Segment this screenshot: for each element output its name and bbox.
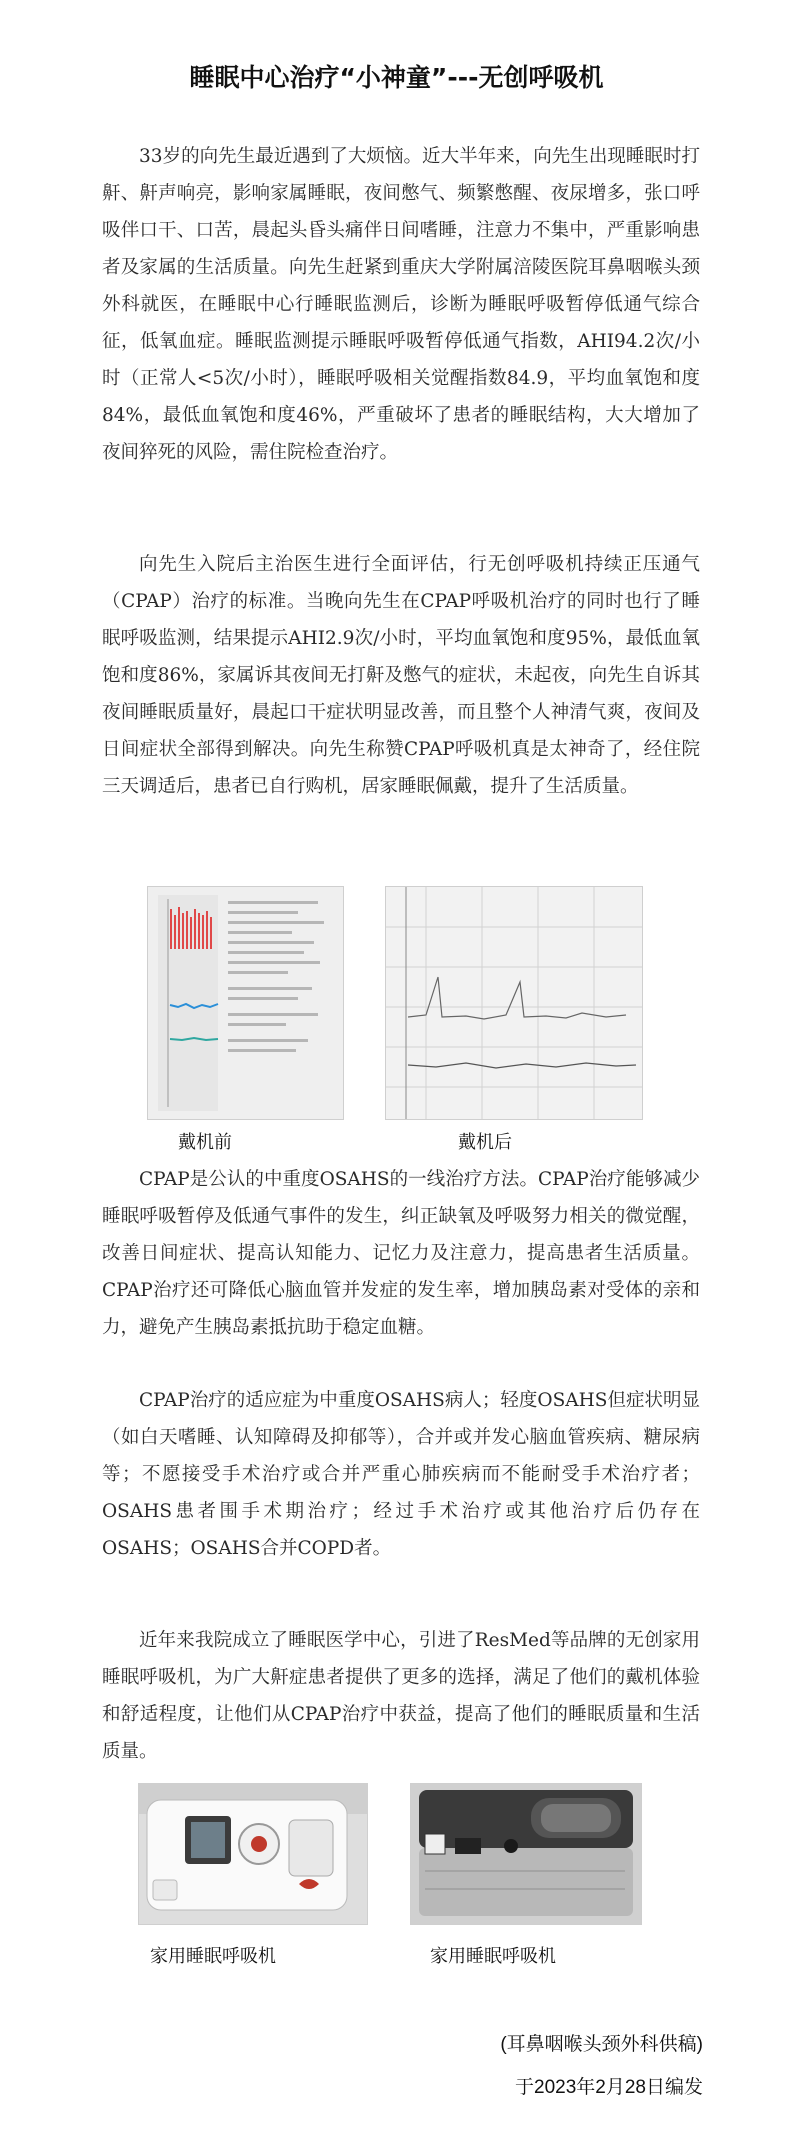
cpap-device-image-1: [138, 1783, 368, 1925]
paragraph-1: 33岁的向先生最近遇到了大烦恼。近大半年来，向先生出现睡眠时打鼾、鼾声响亮，影响家属睡眠，夜间憋气、频繁憋醒、夜尿增多，张口呼吸伴口干、口苦，晨起头昏头痛伴日间嗜睡，注意力不集中，严重影响患者及家属的生活质量。向先生赶紧到重庆大学附属涪陵医院耳鼻咽喉头颈外科就医，在睡眠中心行睡眠监测后，诊断为睡眠呼吸暂停低通气综合征，低氧血症。睡眠监测提示睡眠呼吸暂停低通气指数，AHI94.2次/小时（正常人<5次/小时），睡眠呼吸相关觉醒指数84.9，平均血氧饱和度84%，最低血氧饱和度46%，严重破坏了患者的睡眠结构，大大增加了夜间猝死的风险，需住院检查治疗。: [102, 146, 700, 463]
cpap-device-graphic-2: [411, 1784, 641, 1924]
caption-device-2: 家用睡眠呼吸机: [430, 1946, 556, 1966]
paragraph-2: 向先生入院后主治医生进行全面评估，行无创呼吸机持续正压通气（CPAP）治疗的标准。当晚向先生在CPAP呼吸机治疗的同时也行了睡眠呼吸监测，结果提示AHI2.9次/小时，平均血氧饱和度95%，最低血氧饱和度86%，家属诉其夜间无打鼾及憋气的症状，未起夜，向先生自诉其夜间睡眠质量好，晨起口干症状明显改善，而且整个人神清气爽，夜间及日间症状全部得到解决。向先生称赞CPAP呼吸机真是太神奇了，经住院三天调适后，患者已自行购机，居家睡眠佩戴，提升了生活质量。: [102, 554, 700, 797]
paragraph-3: CPAP是公认的中重度OSAHS的一线治疗方法。CPAP治疗能够减少睡眠呼吸暂停及低通气事件的发生，纠正缺氧及呼吸努力相关的微觉醒，改善日间症状、提高认知能力、记忆力及注意力，提高患者生活质量。CPAP治疗还可降低心脑血管并发症的发生率，增加胰岛素对受体的亲和力，避免产生胰岛素抵抗助于稳定血糖。: [102, 1169, 700, 1338]
sleep-report-before-image: [147, 886, 344, 1120]
sleep-report-after-graphic: [386, 887, 642, 1119]
caption-before: 戴机前: [178, 1132, 232, 1152]
paragraph-5: 近年来我院成立了睡眠医学中心，引进了ResMed等品牌的无创家用睡眠呼吸机，为广大鼾症患者提供了更多的选择，满足了他们的戴机体验和舒适程度，让他们从CPAP治疗中获益，提高了他们的睡眠质量和生活质量。: [102, 1630, 700, 1762]
caption-after: 戴机后: [458, 1132, 512, 1152]
caption-device-1: 家用睡眠呼吸机: [150, 1946, 276, 1966]
article-title: 睡眠中心治疗“小神童”---无创呼吸机: [189, 63, 604, 92]
paragraph-4: CPAP治疗的适应症为中重度OSAHS病人；轻度OSAHS但症状明显（如白天嗜睡、认知障碍及抑郁等），合并或并发心脑血管疾病、糖尿病等；不愿接受手术治疗或合并严重心肺疾病而不能耐受手术治疗者；OSAHS患者围手术期治疗；经过手术治疗或其他治疗后仍存在OSAHS；OSAHS合并COPD者。: [102, 1390, 700, 1559]
publish-date: 于2023年2月28日编发: [515, 2077, 703, 2098]
cpap-device-graphic-1: [139, 1784, 367, 1924]
source-note: (耳鼻咽喉头颈外科供稿): [500, 2034, 703, 2055]
cpap-device-image-2: [410, 1783, 642, 1925]
sleep-report-after-image: [385, 886, 643, 1120]
sleep-report-before-graphic: [148, 887, 343, 1119]
